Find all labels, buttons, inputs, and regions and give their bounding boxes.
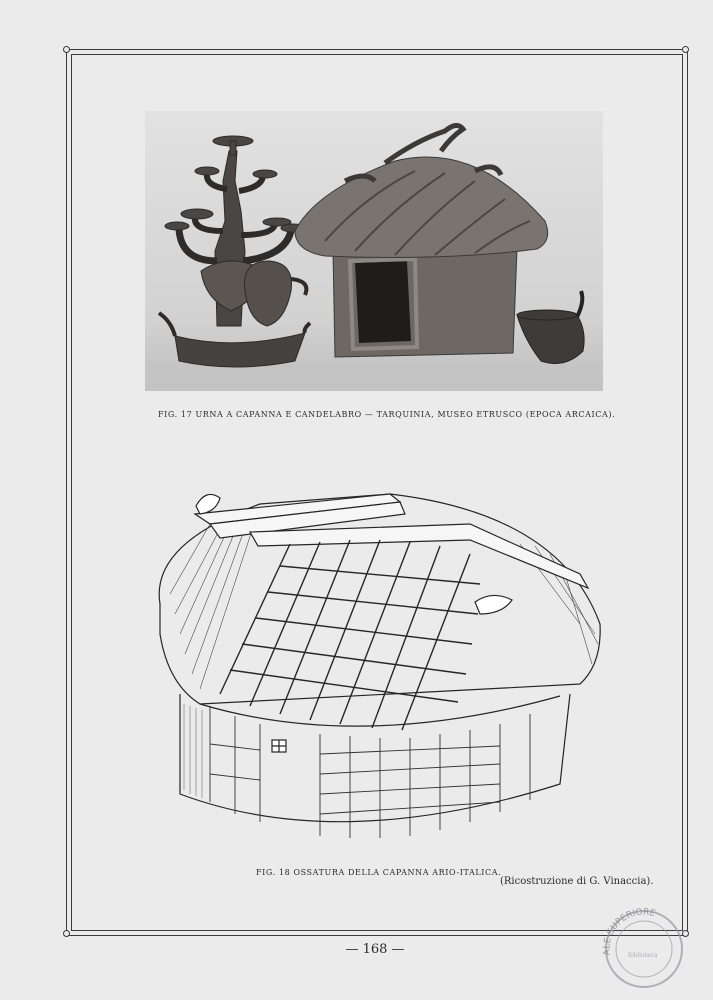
svg-text:ALE SUPERIORE: ALE SUPERIORE: [602, 907, 657, 956]
fig17-label: FIG. 17: [158, 410, 193, 419]
fig18-credit: (Ricostruzione di G. Vinaccia).: [500, 876, 654, 887]
fig18-caption-text: OSSATURA DELLA CAPANNA ARIO-ITALICA.: [293, 868, 502, 877]
svg-text:Biblioteca: Biblioteca: [628, 952, 658, 959]
fig17-photograph: [145, 111, 603, 391]
border-corner-ornament: [63, 46, 70, 53]
fig17-caption: [158, 410, 615, 419]
page-number-value: 168: [362, 942, 388, 957]
fig18-caption: [256, 868, 501, 877]
fig18-label: FIG. 18: [256, 868, 291, 877]
page-number: — 168 —: [345, 942, 405, 957]
fig18-drawing: [140, 484, 610, 854]
border-corner-ornament: [682, 46, 689, 53]
border-corner-ornament: [63, 930, 70, 937]
fig17-caption-text: URNA A CAPANNA E CANDELABRO — TARQUINIA, MUSEO ETRUSCO (EPOCA ARCAICA).: [195, 410, 616, 419]
library-stamp: [598, 903, 684, 989]
